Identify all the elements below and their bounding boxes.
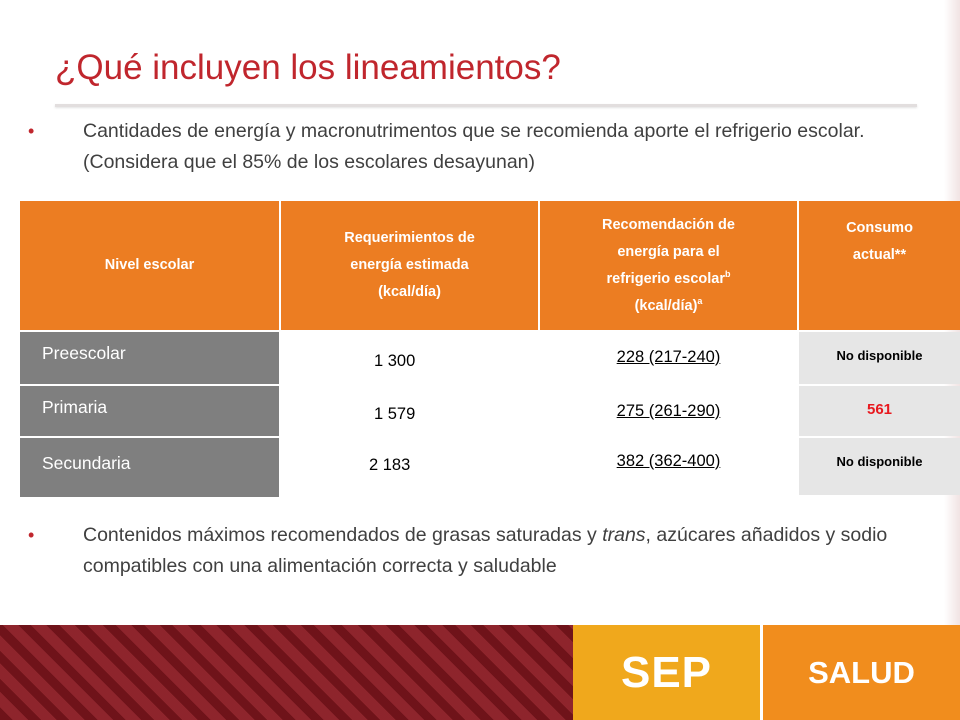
footer	[0, 625, 960, 720]
title-divider	[55, 104, 917, 107]
row-preescolar-rec: 228 (217-240)	[540, 332, 797, 384]
header-requerimientos: Requerimientos de energía estimada (kcal/día)	[281, 201, 538, 330]
bullet-dot-icon: •	[28, 525, 35, 545]
row-primaria-req: 1 579	[281, 386, 538, 436]
header-rec-line3: refrigerio escolar$^b$	[606, 268, 731, 287]
footer-pattern	[0, 625, 573, 720]
row-primaria-consumo: 561	[799, 386, 960, 436]
row-primaria-nivel: Primaria	[20, 386, 279, 436]
row-primaria-rec: 275 (261-290)	[540, 386, 797, 436]
row-preescolar-consumo: No disponible	[799, 332, 960, 384]
header-rec-line4: (kcal/día)$^a$	[634, 295, 703, 314]
salud-logo: SALUD	[808, 654, 915, 690]
sep-logo: SEP	[620, 647, 713, 697]
row-preescolar-req: 1 300	[281, 332, 538, 384]
page-title: ¿Qué incluyen los lineamientos?	[55, 48, 561, 87]
bullet-contenidos-text: Contenidos máximos recomendados de grasas saturadas y trans, azúcares añadidos y sodio compatibles con una alimentación correcta y saludable	[83, 524, 888, 577]
row-secundaria-nivel: Secundaria	[20, 438, 279, 497]
bullet-energy-text: Cantidades de energía y macronutrimentos que se recomienda aporte el refrigerio escolar. (Considera que el 85% de los escolares desayunan)	[83, 120, 865, 173]
header-consumo: Consumo actual**	[799, 201, 960, 330]
row-secundaria-consumo: No disponible	[799, 438, 960, 495]
header-nivel: Nivel escolar	[20, 201, 279, 330]
bullet-dot-icon: •	[28, 121, 35, 141]
bullet-energy	[28, 116, 888, 178]
bullet-contenidos	[28, 520, 888, 582]
header-recomendacion: Recomendación de energía para el refrigerio escolar$^b$ (kcal/día)$^a$	[540, 201, 797, 330]
row-preescolar-nivel: Preescolar	[20, 332, 279, 384]
row-secundaria-req: 2 183	[281, 438, 538, 497]
row-secundaria-rec: 382 (362-400)	[540, 438, 797, 497]
